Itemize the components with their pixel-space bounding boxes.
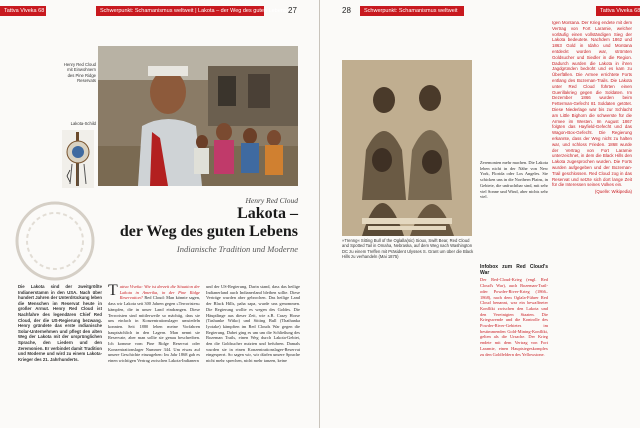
infobox	[480, 262, 548, 422]
left-column-1	[108, 284, 200, 424]
right-column-1: Zeremonien mehr machen. Die Lakota leben nicht in der Nähe von New York, Florida oder Los Angeles. Sie schicken uns in die Northern Plains, in Gebiete, die unfruchtbar sind, mit sehr viel Sonne und Wind, aber nichts sehr viel.	[480, 160, 548, 200]
source-note: (Quelle: Wikipedia)	[594, 189, 632, 195]
henry-red-cloud-photo	[98, 46, 298, 186]
decorative-circle-icon	[10, 196, 100, 286]
article-title	[104, 205, 298, 241]
chiefs-photo-caption: »Trenng« Sitting Bull of the Oglalla(sic) Sioux, Swift Bear, Red Cloud and Spotted Tail in Omaha, Nebraska, auf dem Weg nach Washington DC zu einem Treffen mit Präsident Ulysses S. Grant um über die Black Hills zu verhandeln (Mai 1875)	[342, 238, 474, 259]
article-intro: Die Lakota sind der zweitgrößte Indianerstamm in den USA. Nach über hundert Jahren der Unterdrückung leben die Menschen im Reservat heute in großer Armut. Henry Red Cloud ist Nachfahre des legendären Chief Red Cloud, der die US-Regierung bezwang. Henry gründete das erste indianische Solar-Unternehmen und pflegt den alten Weg der Lakota mit der ursprünglichen Sprache, den Liedern und den Zeremonien. Er verbindet damit Tradition und Moderne und wird zu einem Lakota-Krieger des 21. Jahrhunderts.	[18, 284, 102, 362]
right-header-section: Schwerpunkt: Schamanismus weltweit	[360, 6, 464, 16]
lakota-shield-photo	[62, 130, 94, 188]
left-header-section: Schwerpunkt: Schamanismus weltweit | Lakota – der Weg des guten Lebens	[96, 6, 264, 16]
infobox-body: Der Red-Cloud-Krieg (engl. Red Cloud's War), auch Bozeman-Trail- oder Powder-River-Krieg (1866–1868), nach dem Oglala-Führer Red Cloud benannt, war ein bewaffneter Konflikt zwischen den Lakota und den Vereinigten Staaten. Die Kriegswende und die Kontrolle des Powder-River-Gebietes im bestimmenden Gold-Mining-Konflikt, gelten als die Ursache. Der Krieg endete mit dem Vertrag von Fort Laramie, einen Hauptsiegeskomplex zu den Goldfeldern des Yellowstone.	[480, 277, 548, 357]
interview-question: attva Viveka: Wie ist derzeit die Situation der Lakota in Amerika, in der Pine Ridge Reservation?	[119, 284, 200, 301]
right-red-column	[552, 20, 632, 422]
left-column-2: und der US-Regierung. Darin stand, dass das heilige Indianerland auch Indianerland bleiben sollte. Diese Verträge wurden aber gebrochen. Das heilige Land der Black Hills, paha sapa, wurde uns genommen. Die Regierung wollte es wegen des Goldes. Die Häuptlinge aus dieser Zeit, wie z.B. Crazy Horse (Tashunke Witko) und Sitting Bull (Thathanka Iyotake) kämpften im Red Clouds War gegen die Regierung. Dabei ging es um um die Schließung des Bozeman Trails, einen Weg durch Lakota-Gebiet, den die Goldsucher nutzten und befuhren. Damals wurden sie in einen Konzentrationslager-Reservat eingesperrt. So sagen wir, wir dürfen unsere Sprache nicht mehr sprechen, nicht mehr tanzen, keine	[206, 284, 300, 364]
left-header-issue: Tattva Viveka 68	[0, 6, 46, 16]
title-line-1: Lakota –	[237, 205, 298, 222]
lakota-chiefs-photo	[342, 60, 472, 236]
right-page	[320, 0, 640, 428]
infobox-heading: Infobox zum Red Cloud's War	[480, 264, 548, 276]
right-header-issue: Tattva Viveka 68	[596, 6, 640, 16]
article-subtitle: Indianische Tradition und Moderne	[176, 244, 298, 254]
column-1-body: Red Cloud: Man könnte sagen, dass wir Lakota seit 300 Jahren gegen »Terroristen« kämpfen, die in unser Land eindrangen. Diese Terroristen sind mittlerweile so mächtig, dass sie uns einfach in Konzentrationslager umsiedeln konnten. Seit 1880 leben meine Vorfahren hauptsächlich in den Lagern. Man nennt sie Reservate, aber man sollte sie genau beschreiben. Ich komme vom Pine Ridge Reservat oder Konzentrationslager Nummer 344. Um etwas auf unsere Geschichte einzugehen: Im Jahr 1868 gab es einen wichtigen Vertrag zwischen Lakota-Indianern	[108, 295, 200, 364]
red-column-body: Igen Montana. Der Krieg endete mit dem Vertrag von Fort Laramie, welcher vorläufig einen vollständigen Sieg der Lakota bedeutete. Nachdem 1862 und 1863 Gold in Idaho und Montana entdeckt worden war, strömten Goldsucher und Siedler in die Region. Dadurch wurden die Lakota in ihren Jagdgründen bedroht und es kam zu Überfällen. Die Armee errichtete Forts entlang des Bozeman-Trails. Die Lakota unter Red Cloud führten einen Guerillakrieg gegen die Soldaten. Im Dezember 1866 wurden beim Fetterman-Gefecht 81 Soldaten getötet. Diese Niederlage war bis zur Schlacht am Little Bighorn die schwerste für die Armee im Westen. Im August 1867 folgten das Hayfield-Gefecht und das Wagon-Box-Gefecht. Die Regierung erkannte, dass der Weg nicht zu halten war, und schloss Frieden. 1868 wurde der Vertrag von Fort Laramie unterzeichnet, in dem die Black Hills den Lakota zugesprochen wurden. Die Forts wurden aufgegeben und der Bozeman-Trail geschlossen. Red Cloud zog in das Reservat und setzte sich dort lange Zeit für die Interessen seines Volkes ein.	[552, 20, 632, 188]
left-page-number: 27	[288, 6, 297, 15]
drop-cap: T	[108, 282, 118, 299]
portrait-caption: Henry Red Cloud mit Einwohnern des Pine Ridge Reservats	[63, 62, 96, 84]
shield-caption: Lakota-Schild	[70, 121, 96, 126]
title-line-2: der Weg des guten Lebens	[119, 223, 298, 240]
right-page-number: 28	[342, 6, 351, 15]
author-byline: Henry Red Cloud	[245, 196, 298, 205]
